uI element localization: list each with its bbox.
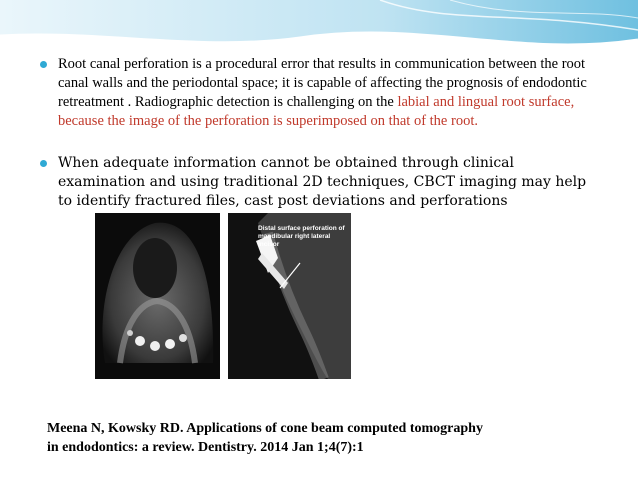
bullet-text: When adequate information cannot be obtained through clinical examination and using traditional 2D techniques, CBCT imaging may help to identify fractured files, cast post deviations and perforations <box>58 155 587 209</box>
header-wave-decoration <box>0 0 638 60</box>
bullet-cbct <box>40 154 600 211</box>
bullet-text-red: labial and lingual root surface, because the image of the perforation is superimposed on that of the root. <box>58 94 575 129</box>
cbct-axial-image <box>95 213 220 379</box>
bullet-perforation <box>40 55 600 131</box>
cbct-sagittal-image <box>228 213 351 379</box>
citation-line-2: in endodontics: a review. Dentistry. 2014 Jan 1;4(7):1 <box>47 440 364 455</box>
bullet-text <box>58 55 600 131</box>
bullet-dot-icon <box>40 61 47 68</box>
bullet-dot-icon <box>40 160 47 167</box>
image-annotation-label: Distal surface perforation of mandibular right lateral incisor <box>258 225 345 248</box>
citation-line-1: Meena N, Kowsky RD. Applications of cone beam computed tomography <box>47 421 483 436</box>
bullet-text-black: Root canal perforation is a procedural error that results in communication between the root canal walls and the periodontal space; it is capable of affecting the prognosis of endodontic retreatment . Radiographic detection is challenging on the <box>58 56 587 110</box>
citation <box>47 419 607 457</box>
